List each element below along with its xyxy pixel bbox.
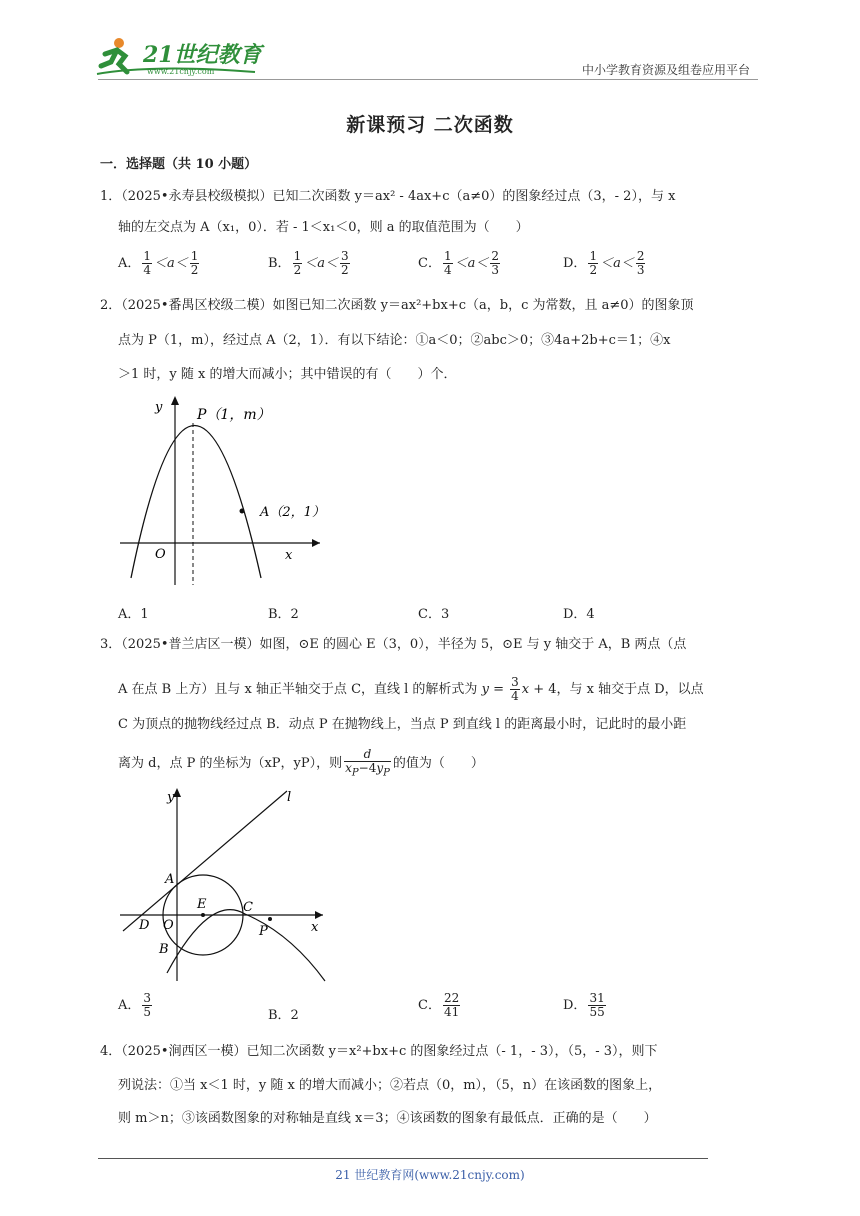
q3-fig-o-label: O — [163, 918, 174, 933]
q3-circle-figure — [115, 783, 335, 983]
footer-divider — [98, 1158, 708, 1159]
site-logo — [95, 34, 265, 78]
q3-option-d[interactable]: D． $\frac{31}{55}$ — [563, 991, 605, 1019]
q3-fig-c-label: C — [243, 900, 253, 915]
q2-line3: ＞1 时，y 随 x 的增大而减小；其中错误的有（ ）个． — [118, 367, 457, 382]
q2-fig-x-label: x — [285, 548, 293, 563]
runner-logo-icon — [95, 34, 265, 78]
q2-option-b[interactable]: B．2 — [268, 607, 299, 622]
q3-fig-p-label: P — [259, 924, 268, 939]
q3-fig-l-label: l — [287, 790, 292, 805]
q2-option-c[interactable]: C．3 — [418, 607, 450, 622]
q2-parabola-figure — [115, 393, 335, 588]
q3-fig-y-label: y — [167, 790, 175, 805]
q3-line4: 离为 d，点 P 的坐标为（xP，yP），则 $\frac{d}{x_P-4y_P}$ 的值为（ ） — [118, 747, 484, 779]
footer-text[interactable]: 21 世纪教育网(www.21cnjy.com) — [335, 1168, 525, 1182]
q1-option-a[interactable]: A． $\frac{1}{4}$ ＜a＜ $\frac{1}{2}$ — [118, 249, 199, 277]
logo-text: 21世纪教育 — [143, 42, 262, 68]
q3-option-a[interactable]: A． $\frac{3}{5}$ — [118, 991, 152, 1019]
q2-fig-a-label: A（2，1） — [260, 505, 325, 520]
q2-option-d[interactable]: D．4 — [563, 607, 595, 622]
q3-fig-x-label: x — [311, 920, 319, 935]
q2-fig-y-label: y — [155, 400, 163, 415]
q2-line2: 点为 P（1，m），经过点 A（2，1）．有以下结论：①a＜0；②abc＞0；③4a+2b+c＝1；④x — [118, 333, 671, 348]
q4-line1: 4．（2025•涧西区一模）已知二次函数 y＝x²+bx+c 的图象经过点（- 1，- 3），（5，- 3），则下 — [100, 1044, 658, 1059]
header-divider — [98, 79, 758, 80]
section-heading: 一．选择题（共 10 小题） — [100, 157, 258, 172]
header-platform-text: 中小学教育资源及组卷应用平台 — [581, 63, 750, 77]
q3-fig-d-label: D — [139, 918, 150, 933]
q2-fig-p-label: P（1，m） — [197, 407, 271, 423]
q3-option-b[interactable]: B．2 — [268, 1008, 299, 1023]
q3-line2: A 在点 B 上方）且与 x 轴正半轴交于点 C，直线 l 的解析式为 y = $\frac{3}{4}$ x + 4，与 x 轴交于点 D，以点 — [118, 675, 704, 703]
q2-fig-o-label: O — [155, 547, 166, 562]
q3-line3: C 为顶点的抛物线经过点 B．动点 P 在抛物线上，当点 P 到直线 l 的距离最小时，记此时的最小距 — [118, 717, 687, 732]
q1-line2: 轴的左交点为 A（x₁，0）．若 - 1＜x₁＜0，则 a 的取值范围为（ ） — [118, 220, 529, 235]
q3-fig-e-label: E — [197, 897, 207, 912]
logo-url: www.21cnjy.com — [147, 67, 215, 76]
page-title: 新课预习 二次函数 — [346, 114, 514, 136]
q3-line1: 3．（2025•普兰店区一模）如图，⊙E 的圆心 E（3，0），半径为 5，⊙E 与 y 轴交于 A，B 两点（点 — [100, 637, 687, 652]
q1-option-c[interactable]: C． $\frac{1}{4}$ ＜a＜ $\frac{2}{3}$ — [418, 249, 499, 277]
q1-option-d[interactable]: D． $\frac{1}{2}$ ＜a＜ $\frac{2}{3}$ — [563, 249, 645, 277]
q4-line2: 列说法：①当 x＜1 时，y 随 x 的增大而减小；②若点（0，m），（5，n）在该函数的图象上， — [118, 1078, 662, 1093]
q2-line1: 2．（2025•番禺区校级二模）如图已知二次函数 y＝ax²+bx+c（a，b，c 为常数，且 a≠0）的图象顶 — [100, 298, 694, 313]
q3-fig-b-label: B — [159, 942, 169, 957]
q3-fig-a-label: A — [165, 872, 175, 887]
q4-line3: 则 m＞n；③该函数图象的对称轴是直线 x＝3；④该函数的图象有最低点．正确的是（ ） — [118, 1111, 657, 1126]
q3-option-c[interactable]: C． $\frac{22}{41}$ — [418, 991, 460, 1019]
q2-option-a[interactable]: A．1 — [118, 607, 149, 622]
q1-line1: 1．（2025•永寿县校级模拟）已知二次函数 y＝ax² - 4ax+c（a≠0）的图象经过点（3，- 2），与 x — [100, 189, 676, 204]
q1-option-b[interactable]: B． $\frac{1}{2}$ ＜a＜ $\frac{3}{2}$ — [268, 249, 349, 277]
